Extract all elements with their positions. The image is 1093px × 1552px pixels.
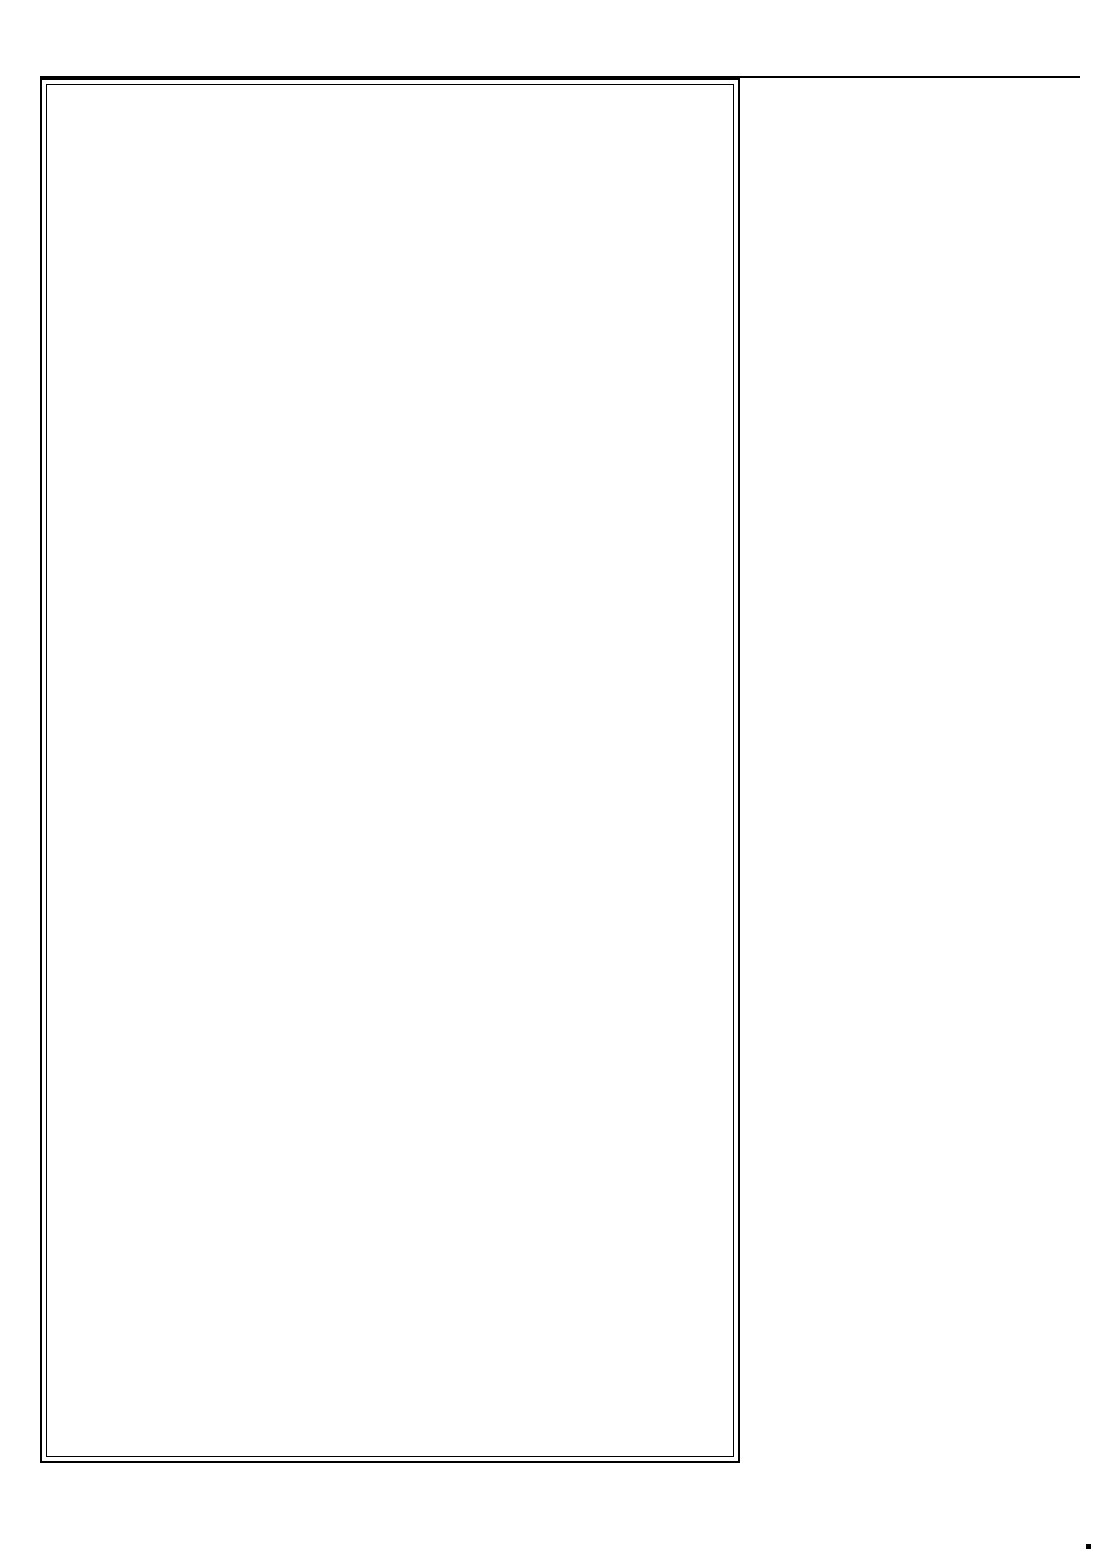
main-text-line xyxy=(56,1309,726,1343)
commentary-line xyxy=(752,772,1080,806)
main-text-line xyxy=(56,633,726,667)
commentary-line xyxy=(752,92,1080,126)
main-text-line xyxy=(56,971,726,1005)
commentary-line xyxy=(752,908,1080,942)
commentary-line xyxy=(752,534,1080,568)
commentary-line xyxy=(752,1180,1080,1214)
main-text-line xyxy=(56,903,726,937)
commentary-line xyxy=(752,806,1080,840)
main-text-line xyxy=(56,1410,726,1444)
commentary-line xyxy=(752,1112,1080,1146)
main-text-line xyxy=(56,1241,726,1275)
main-text-line xyxy=(56,261,726,295)
commentary-line xyxy=(752,1418,1080,1452)
commentary-line xyxy=(752,670,1080,704)
commentary-line xyxy=(752,466,1080,500)
main-text-line xyxy=(56,160,726,194)
main-text-line xyxy=(56,667,726,701)
main-text-line xyxy=(56,329,726,363)
main-text-line xyxy=(56,92,726,126)
scan-edge-mark xyxy=(1086,1544,1091,1549)
commentary-line xyxy=(752,1078,1080,1112)
commentary-line xyxy=(752,738,1080,772)
main-text-line xyxy=(56,700,726,734)
main-text-line xyxy=(56,599,726,633)
main-text-line xyxy=(56,464,726,498)
main-text-line xyxy=(56,396,726,430)
main-text-line xyxy=(56,227,726,261)
main-text-line xyxy=(56,937,726,971)
commentary-line xyxy=(752,228,1080,262)
main-text-line xyxy=(56,1275,726,1309)
main-text-line xyxy=(56,1106,726,1140)
commentary-line xyxy=(752,296,1080,330)
main-text-line xyxy=(56,362,726,396)
commentary-line xyxy=(752,1282,1080,1316)
commentary-line xyxy=(752,126,1080,160)
commentary-line xyxy=(752,602,1080,636)
commentary-line xyxy=(752,1044,1080,1078)
main-text-line xyxy=(56,565,726,599)
main-text-line xyxy=(56,768,726,802)
main-text-line xyxy=(56,1376,726,1410)
main-text-line xyxy=(56,193,726,227)
main-text-line xyxy=(56,430,726,464)
commentary-line xyxy=(752,1146,1080,1180)
commentary-line xyxy=(752,432,1080,466)
page-footer xyxy=(40,1466,1040,1498)
commentary-line xyxy=(752,942,1080,976)
main-text-line xyxy=(56,1342,726,1376)
page-header xyxy=(26,40,1092,70)
main-text-column xyxy=(56,92,726,1452)
commentary-line xyxy=(752,1010,1080,1044)
commentary-line xyxy=(752,1248,1080,1282)
commentary-line xyxy=(752,1384,1080,1418)
commentary-line xyxy=(752,1350,1080,1384)
main-text-line xyxy=(56,498,726,532)
main-text-line xyxy=(56,869,726,903)
main-text-line xyxy=(56,802,726,836)
commentary-line xyxy=(752,364,1080,398)
main-text-line xyxy=(56,1072,726,1106)
catchword xyxy=(60,1468,120,1498)
main-text-line xyxy=(56,836,726,870)
commentary-line xyxy=(752,500,1080,534)
commentary-line xyxy=(752,330,1080,364)
main-text-line xyxy=(56,295,726,329)
commentary-line xyxy=(752,840,1080,874)
commentary-line xyxy=(752,1214,1080,1248)
commentary-line xyxy=(752,160,1080,194)
main-text-line xyxy=(56,531,726,565)
main-text-line xyxy=(56,734,726,768)
main-text-line xyxy=(56,126,726,160)
main-text-line xyxy=(56,1005,726,1039)
main-text-line xyxy=(56,1140,726,1174)
main-text-line xyxy=(56,1038,726,1072)
commentary-line xyxy=(752,704,1080,738)
commentary-line xyxy=(752,636,1080,670)
main-text-line xyxy=(56,1207,726,1241)
commentary-line xyxy=(752,976,1080,1010)
commentary-line xyxy=(752,874,1080,908)
commentary-line xyxy=(752,398,1080,432)
marginal-commentary-column xyxy=(752,92,1080,1462)
commentary-line xyxy=(752,568,1080,602)
commentary-line xyxy=(752,194,1080,228)
main-text-line xyxy=(56,1174,726,1208)
commentary-line xyxy=(752,1316,1080,1350)
commentary-line xyxy=(752,262,1080,296)
